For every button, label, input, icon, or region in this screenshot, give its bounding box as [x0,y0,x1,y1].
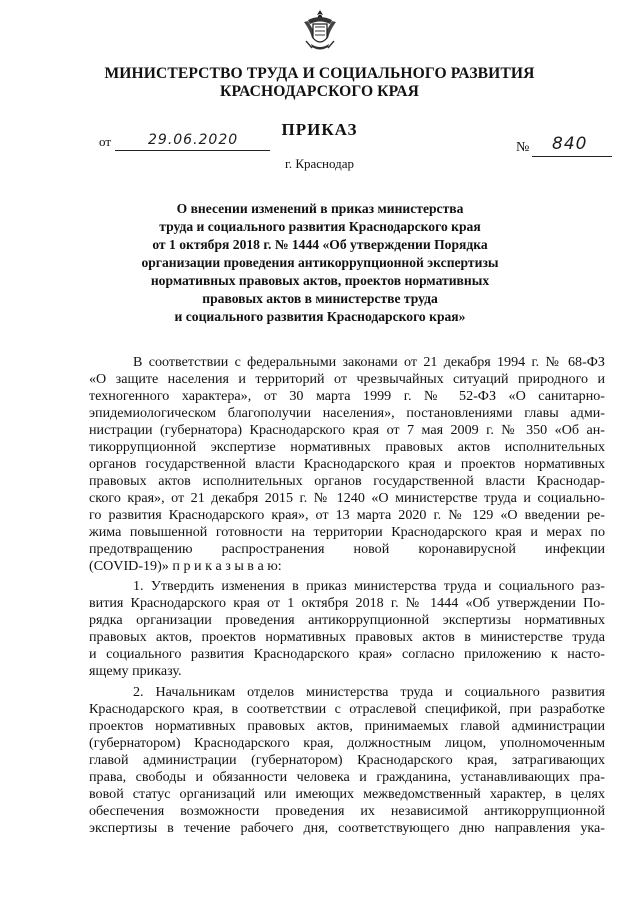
body-line: проектов нормативных правовых актов, принимаемых главой администрации [89,718,605,734]
body-line: техногенного характера», от 30 марта 1999 г. № 52-ФЗ «О санитарно- [89,388,605,404]
subject-line: правовых актов в министерстве труда [202,291,438,306]
coat-of-arms-icon [300,8,340,54]
body-line: «О защите населения и территорий от чрезвычайных ситуаций природного и [89,371,605,387]
body-line: тикоррупционной экспертизе нормативных правовых актов исполнительных [89,439,605,455]
body-line: и социального развития Краснодарского края» согласно приложению к насто- [89,646,605,662]
body-line: права, свободы и обязанности человека и гражданина, устанавливающих пра- [89,769,605,785]
body-line: В соответствии с федеральными законами от 21 декабря 1994 г. № 68-ФЗ [133,354,605,370]
subject-line: от 1 октября 2018 г. № 1444 «Об утверждении Порядка [152,237,488,252]
subject-line: организации проведения антикоррупционной экспертизы [141,255,499,270]
ministry-name-line-1: МИНИСТЕРСТВО ТРУДА И СОЦИАЛЬНОГО РАЗВИТИЯ [104,65,535,82]
body-line: органов государственной власти Краснодарского края и проектов нормативных [89,456,605,472]
body-line: предотвращению распространения новой коронавирусной инфекции [89,541,605,557]
body-line: го развития Краснодарского края», от 13 марта 2020 г. № 129 «О введении ре- [89,507,605,523]
body-line: вовой статус организаций или имеющих межведомственный характер, в целях [89,786,605,802]
body-line: эпидемиологическом благополучии населения», постановлениями главы адми- [89,405,605,421]
document-title: ПРИКАЗ [281,120,358,139]
body-line: главой администрации (губернатором) Краснодарского края, затрагивающих [89,752,605,768]
subject-line: труда и социального развития Краснодарского края [159,219,481,234]
body-line: обеспечения возможности проведения их независимой антикоррупционной [89,803,605,819]
date-prefix: от [99,134,112,149]
body-line: правовых актов исполнительных органов государственной власти Краснодар- [89,473,605,489]
subject-line: и социального развития Краснодарского края» [174,309,466,324]
body-line: (губернатором) Краснодарского края, должностным лицом, уполномоченным [89,735,605,751]
body-line: 2. Начальникам отделов министерства труда и социального развития [133,684,605,700]
body-line: Краснодарского края, в соответствии с отраслевой спецификой, при разработке [89,701,605,717]
order-number: 840 [552,134,588,154]
body-line: экспертизы в течение рабочего дня, соответствующего дню направления ука- [89,820,605,836]
body-line: правовых актов, проектов нормативных правовых актов в министерстве труда [89,629,605,645]
ministry-name-line-2: КРАСНОДАРСКОГО КРАЯ [220,83,419,100]
body-line: 1. Утвердить изменения в приказ министерства труда и социального раз- [133,578,605,594]
number-prefix: № [516,140,530,155]
body-line: жима повышенной готовности на территории Краснодарского края и мерах по [89,524,605,540]
body-line: ящему приказу. [89,663,182,679]
body-line: (COVID-19)» п р и к а з ы в а ю: [89,558,282,574]
body-line: вития Краснодарского края от 1 октября 2018 г. № 1444 «Об утверждении По- [89,595,605,611]
body-line: рядка организации проведения антикоррупционной экспертизы нормативных [89,612,605,628]
body-line: нистрации (губернатора) Краснодарского края от 7 мая 2009 г. № 350 «Об ан- [89,422,605,438]
body-line: ского края», от 21 декабря 2015 г. № 1240 «О министерстве труда и социально- [89,490,605,506]
subject-line: нормативных правовых актов, проектов нормативных [150,273,490,288]
order-date: 29.06.2020 [148,132,239,148]
subject-line: О внесении изменений в приказ министерства [176,201,464,216]
city: г. Краснодар [284,156,355,171]
date-underline [115,150,270,151]
